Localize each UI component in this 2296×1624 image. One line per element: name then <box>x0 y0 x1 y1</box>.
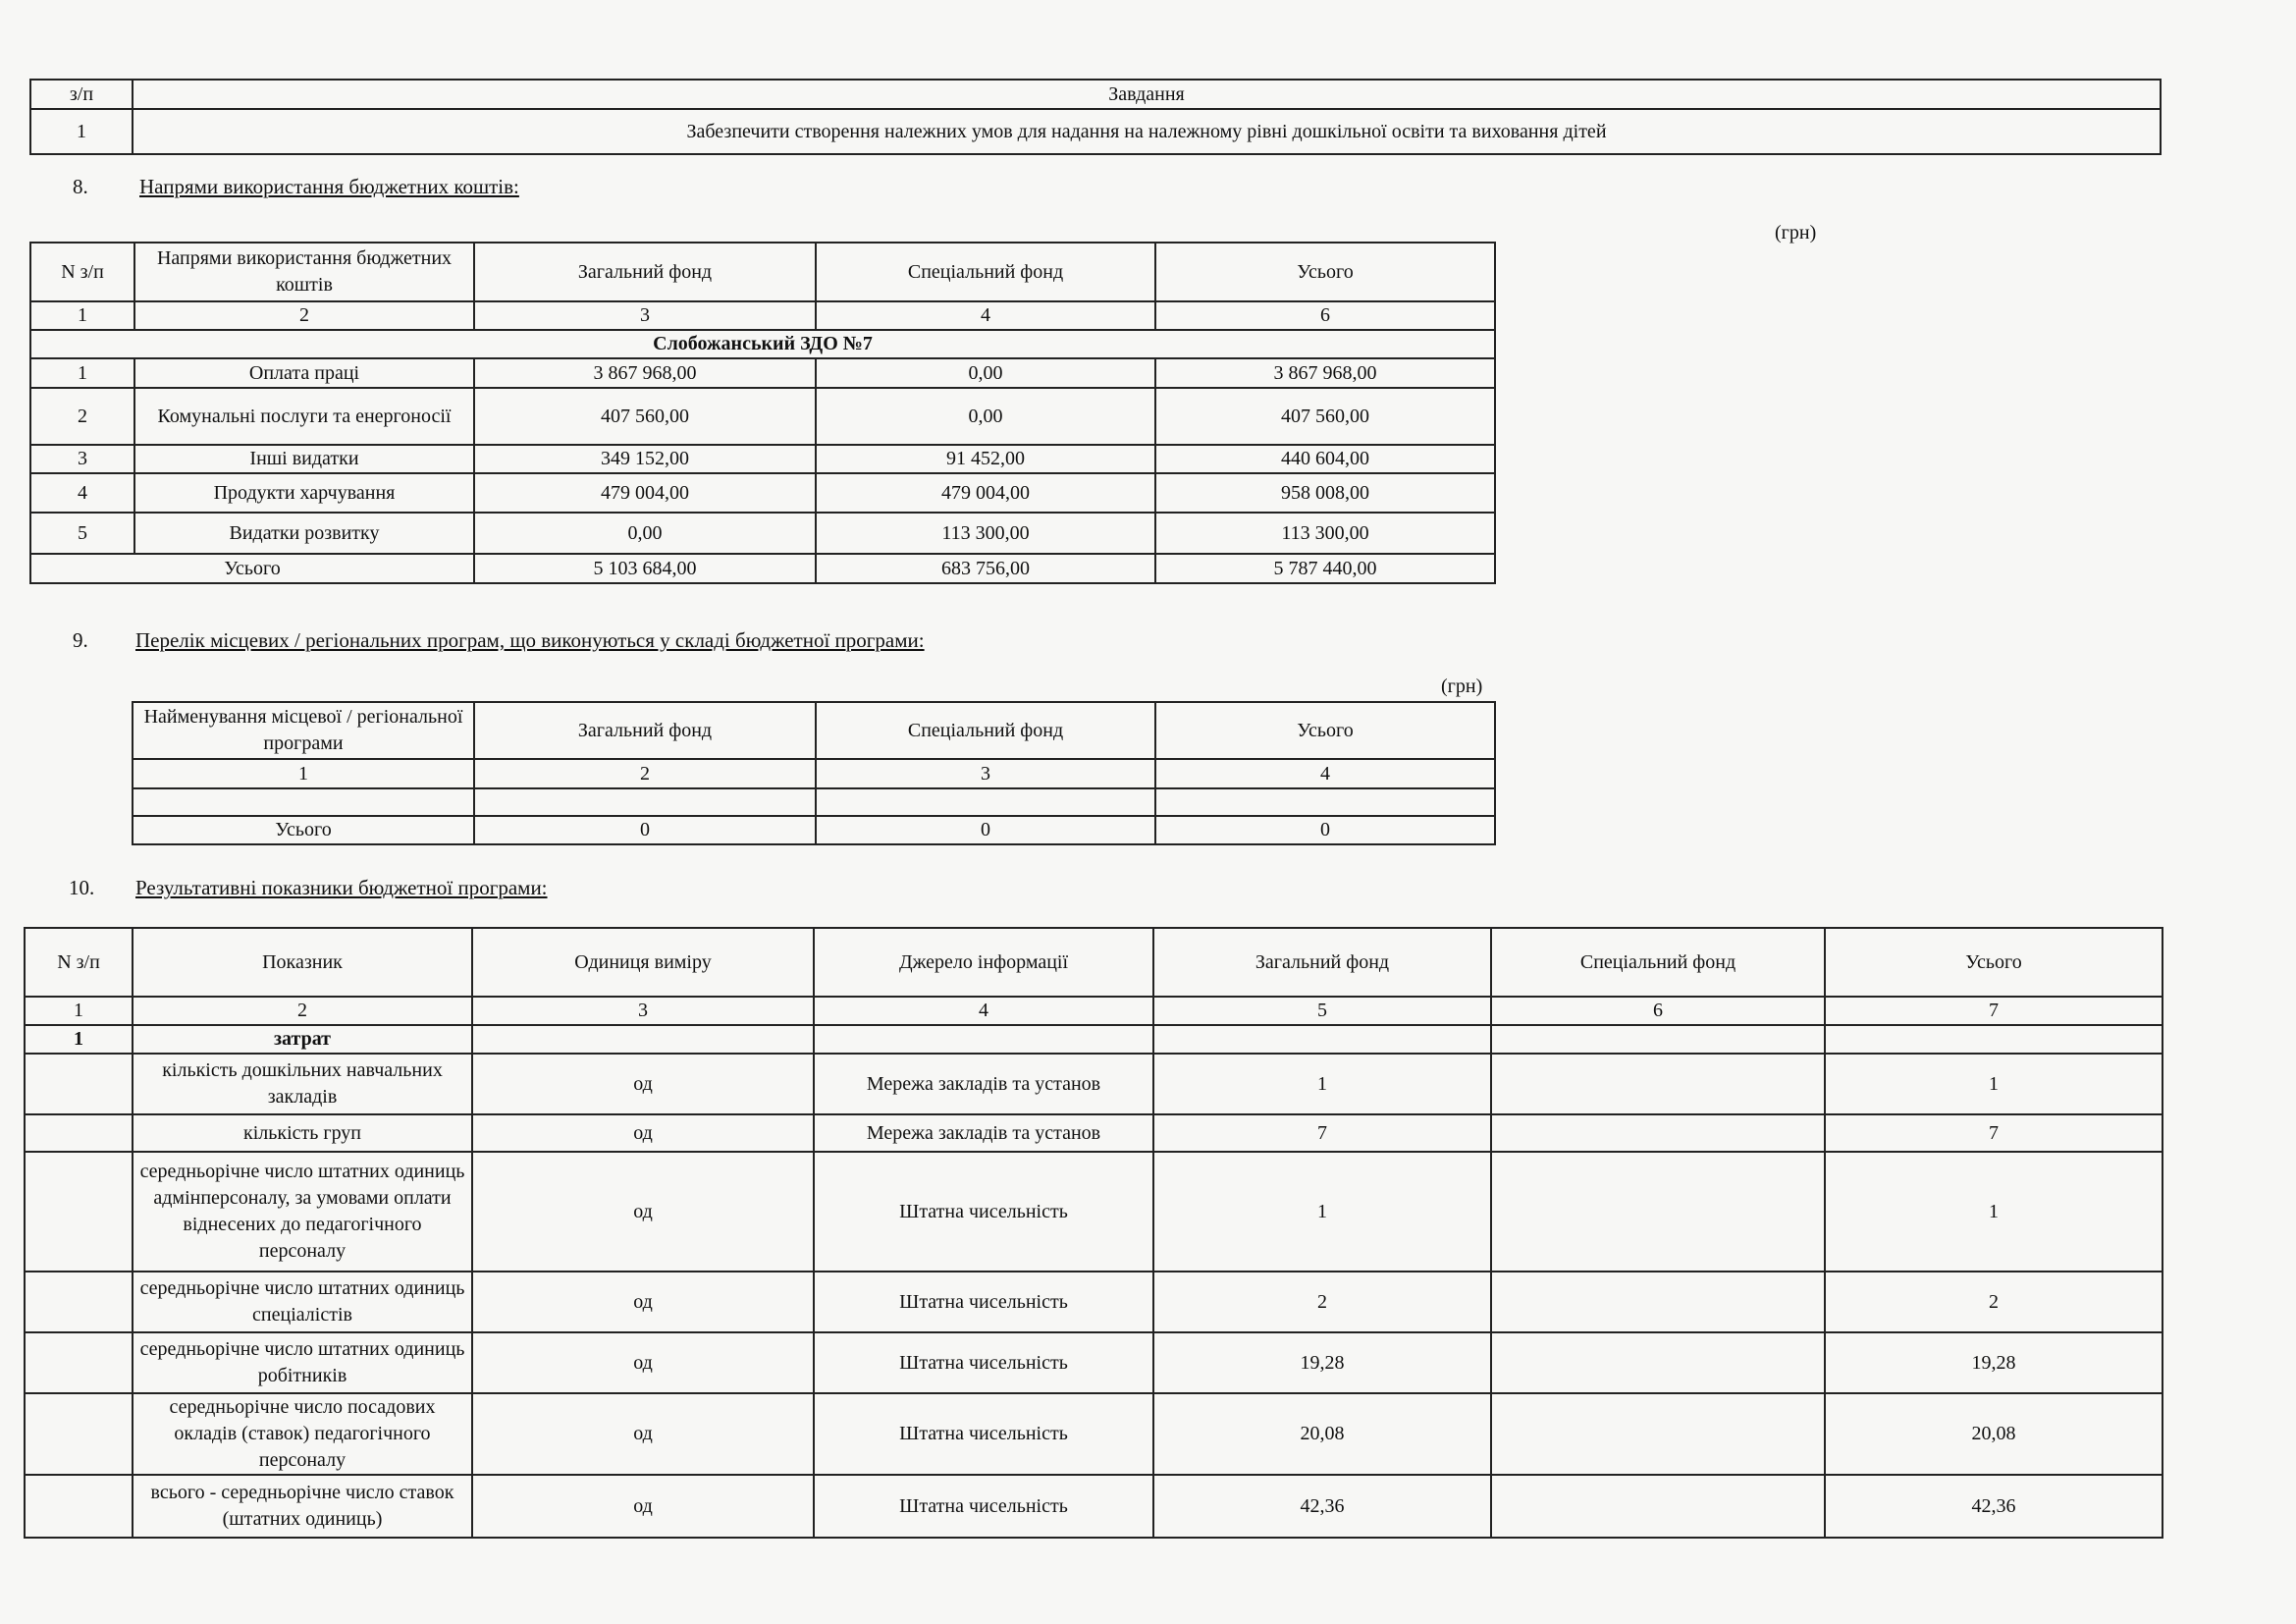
s10-row-indicator: кількість дошкільних навчальних закладів <box>133 1054 472 1114</box>
s10-row-indicator: середньорічне число штатних одиниць спеціалістів <box>133 1272 472 1332</box>
s10-row-total: 1 <box>1825 1152 2163 1272</box>
table-row <box>25 1152 2163 1272</box>
s8-institution-name: Слобожанський ЗДО №7 <box>30 330 1495 358</box>
s8-colnum: 6 <box>1155 301 1495 330</box>
s8-row-name: Комунальні послуги та енергоносії <box>134 388 474 445</box>
s8-total-special: 683 756,00 <box>816 554 1155 583</box>
s8-row-num: 1 <box>30 358 134 388</box>
s10-row-total: 42,36 <box>1825 1475 2163 1538</box>
s10-row-total: 20,08 <box>1825 1393 2163 1475</box>
s9-empty-cell <box>1155 788 1495 816</box>
s8-colnum: 2 <box>134 301 474 330</box>
s10-row-source: Штатна чисельність <box>814 1152 1153 1272</box>
section-8-title: Напрями використання бюджетних коштів: <box>139 175 519 198</box>
s8-row-general: 479 004,00 <box>474 473 816 513</box>
s10-row-special <box>1491 1054 1825 1114</box>
s10-colnum: 4 <box>814 997 1153 1025</box>
tasks-col-task: Завдання <box>133 80 2161 109</box>
s10-row-source: Штатна чисельність <box>814 1393 1153 1475</box>
s10-row-indicator: кількість груп <box>133 1114 472 1152</box>
section-8-unit: (грн) <box>1775 222 1817 244</box>
table-row <box>30 358 1495 388</box>
s8-row-num: 5 <box>30 513 134 554</box>
s8-total-general: 5 103 684,00 <box>474 554 816 583</box>
s10-row-unit: од <box>472 1054 814 1114</box>
s8-row-name: Оплата праці <box>134 358 474 388</box>
s10-group-num: 1 <box>25 1025 133 1054</box>
s8-colnum: 3 <box>474 301 816 330</box>
s10-row-source: Штатна чисельність <box>814 1475 1153 1538</box>
table-row <box>133 788 1495 816</box>
s8-row-special: 0,00 <box>816 388 1155 445</box>
s8-colnum: 4 <box>816 301 1155 330</box>
section-9-heading <box>73 628 1152 658</box>
s10-row-unit: од <box>472 1272 814 1332</box>
s10-row-unit: од <box>472 1152 814 1272</box>
s9-empty-cell <box>133 788 474 816</box>
s10-row-indicator: середньорічне число штатних одиниць робітників <box>133 1332 472 1393</box>
s10-row-indicator: всього - середньорічне число ставок (штатних одиниць) <box>133 1475 472 1538</box>
s10-row-general: 42,36 <box>1153 1475 1491 1538</box>
s10-colnum: 1 <box>25 997 133 1025</box>
s8-row-total: 958 008,00 <box>1155 473 1495 513</box>
s10-row-general: 7 <box>1153 1114 1491 1152</box>
s10-row-unit: од <box>472 1475 814 1538</box>
s10-colnum: 7 <box>1825 997 2163 1025</box>
s10-header-special: Спеціальний фонд <box>1491 928 1825 997</box>
s8-row-special: 91 452,00 <box>816 445 1155 473</box>
table-total-row <box>30 554 1495 583</box>
section-9-number: 9. <box>73 628 88 652</box>
s8-row-special: 479 004,00 <box>816 473 1155 513</box>
s8-row-num: 4 <box>30 473 134 513</box>
s10-row-special <box>1491 1114 1825 1152</box>
table-row <box>25 1393 2163 1475</box>
s10-row-unit: од <box>472 1114 814 1152</box>
s10-header-total: Усього <box>1825 928 2163 997</box>
s8-row-general: 407 560,00 <box>474 388 816 445</box>
performance-indicators-table <box>24 927 2163 1539</box>
table-row <box>30 445 1495 473</box>
tasks-row-text: Забезпечити створення належних умов для надання на належному рівні дошкільної освіти та виховання дітей <box>133 109 2161 154</box>
table-total-row <box>133 816 1495 844</box>
s8-row-special: 0,00 <box>816 358 1155 388</box>
s10-colnum: 5 <box>1153 997 1491 1025</box>
section-8-heading <box>73 175 956 204</box>
table-row <box>30 388 1495 445</box>
s10-header-unit: Одиниця виміру <box>472 928 814 997</box>
s10-row-general: 1 <box>1153 1152 1491 1272</box>
s9-colnum: 3 <box>816 759 1155 788</box>
section-10-heading <box>69 876 952 905</box>
tasks-row-num: 1 <box>30 109 133 154</box>
section-9-title: Перелік місцевих / регіональних програм, що виконуються у складі бюджетної програми: <box>135 628 925 652</box>
table-row <box>30 513 1495 554</box>
section-8-number: 8. <box>73 175 88 198</box>
s8-row-general: 3 867 968,00 <box>474 358 816 388</box>
s9-colnum: 1 <box>133 759 474 788</box>
s8-header-direction: Напрями використання бюджетних коштів <box>134 243 474 301</box>
s9-header-program: Найменування місцевої / регіональної програми <box>133 702 474 759</box>
s10-row-special <box>1491 1152 1825 1272</box>
tasks-col-num: з/п <box>30 80 133 109</box>
s10-row-source: Штатна чисельність <box>814 1332 1153 1393</box>
s8-colnum: 1 <box>30 301 134 330</box>
s8-header-num: N з/п <box>30 243 134 301</box>
s10-row-special <box>1491 1393 1825 1475</box>
s9-total-special: 0 <box>816 816 1155 844</box>
s10-row-source: Мережа закладів та установ <box>814 1054 1153 1114</box>
s9-total-general: 0 <box>474 816 816 844</box>
s8-total-total: 5 787 440,00 <box>1155 554 1495 583</box>
s10-header-num: N з/п <box>25 928 133 997</box>
s8-header-special: Спеціальний фонд <box>816 243 1155 301</box>
s10-row-unit: од <box>472 1332 814 1393</box>
budget-directions-table <box>29 242 1496 584</box>
s10-header-indicator: Показник <box>133 928 472 997</box>
s8-row-name: Видатки розвитку <box>134 513 474 554</box>
s10-row-general: 19,28 <box>1153 1332 1491 1393</box>
s8-header-total: Усього <box>1155 243 1495 301</box>
table-row <box>25 1475 2163 1538</box>
regional-programs-table <box>132 701 1496 845</box>
s9-colnum: 4 <box>1155 759 1495 788</box>
s9-total-total: 0 <box>1155 816 1495 844</box>
s9-empty-cell <box>474 788 816 816</box>
s10-row-general: 2 <box>1153 1272 1491 1332</box>
s8-row-name: Продукти харчування <box>134 473 474 513</box>
s8-row-num: 3 <box>30 445 134 473</box>
s9-header-general: Загальний фонд <box>474 702 816 759</box>
s10-row-special <box>1491 1475 1825 1538</box>
s10-row-total: 7 <box>1825 1114 2163 1152</box>
s8-row-name: Інші видатки <box>134 445 474 473</box>
table-row <box>25 1332 2163 1393</box>
s10-header-source: Джерело інформації <box>814 928 1153 997</box>
table-row <box>25 1272 2163 1332</box>
s10-row-total: 2 <box>1825 1272 2163 1332</box>
s8-row-general: 0,00 <box>474 513 816 554</box>
s9-header-special: Спеціальний фонд <box>816 702 1155 759</box>
s10-row-special <box>1491 1272 1825 1332</box>
section-10-number: 10. <box>69 876 95 899</box>
s10-row-special <box>1491 1332 1825 1393</box>
s10-row-source: Штатна чисельність <box>814 1272 1153 1332</box>
s10-row-general: 20,08 <box>1153 1393 1491 1475</box>
s10-row-total: 1 <box>1825 1054 2163 1114</box>
s8-header-general: Загальний фонд <box>474 243 816 301</box>
s8-row-general: 349 152,00 <box>474 445 816 473</box>
section-10-title: Результативні показники бюджетної програми: <box>135 876 548 899</box>
s9-total-label: Усього <box>133 816 474 844</box>
s9-header-total: Усього <box>1155 702 1495 759</box>
s8-total-label: Усього <box>30 554 474 583</box>
s8-row-total: 113 300,00 <box>1155 513 1495 554</box>
s8-row-total: 440 604,00 <box>1155 445 1495 473</box>
s8-row-total: 407 560,00 <box>1155 388 1495 445</box>
table-row <box>25 1054 2163 1114</box>
table-row <box>30 473 1495 513</box>
s10-header-general: Загальний фонд <box>1153 928 1491 997</box>
s8-row-special: 113 300,00 <box>816 513 1155 554</box>
tasks-table <box>29 79 2162 155</box>
s10-row-indicator: середньорічне число штатних одиниць адмінперсоналу, за умовами оплати віднесених до педагогічного персоналу <box>133 1152 472 1272</box>
s10-colnum: 3 <box>472 997 814 1025</box>
s10-group-name: затрат <box>133 1025 472 1054</box>
s8-row-total: 3 867 968,00 <box>1155 358 1495 388</box>
table-row <box>25 1114 2163 1152</box>
s10-colnum: 6 <box>1491 997 1825 1025</box>
s8-row-num: 2 <box>30 388 134 445</box>
section-9-unit: (грн) <box>1441 676 1483 697</box>
s9-colnum: 2 <box>474 759 816 788</box>
table-group-row <box>25 1025 2163 1054</box>
s10-row-general: 1 <box>1153 1054 1491 1114</box>
s10-colnum: 2 <box>133 997 472 1025</box>
s9-empty-cell <box>816 788 1155 816</box>
s10-row-total: 19,28 <box>1825 1332 2163 1393</box>
s10-row-unit: од <box>472 1393 814 1475</box>
s10-row-indicator: середньорічне число посадових окладів (ставок) педагогічного персоналу <box>133 1393 472 1475</box>
s10-row-source: Мережа закладів та установ <box>814 1114 1153 1152</box>
